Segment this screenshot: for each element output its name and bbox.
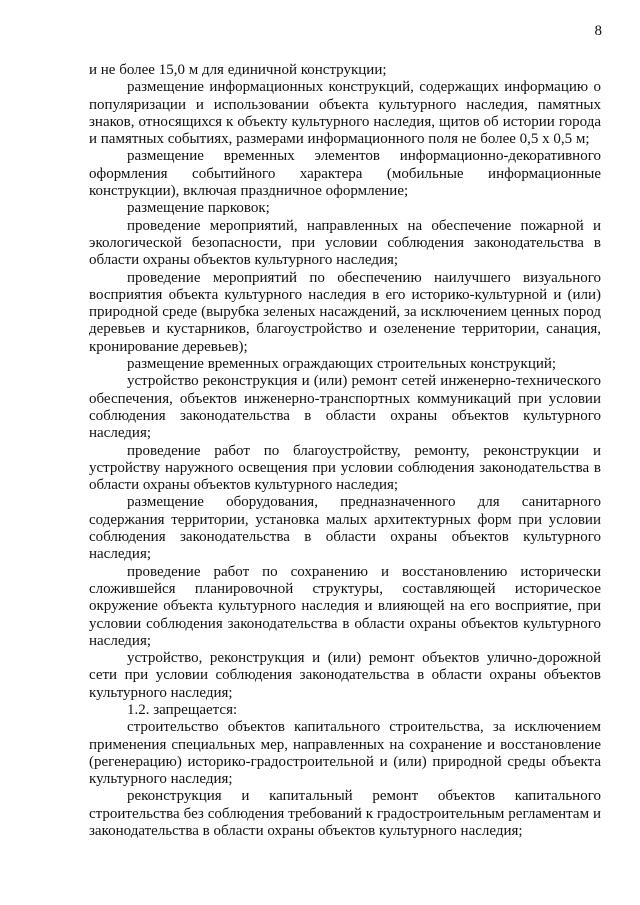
paragraph-capital-construction: строительство объектов капитального строительства, за исключением применения специальных мер, направленных на сохранение и восстановление (регенерацию) историко-градостроительной и (или) природной среды объекта культурного наследия; [89,719,601,788]
paragraph-parking: размещение парковок; [127,200,270,217]
paragraph-continuation: и не более 15,0 м для единичной конструкции; [89,62,387,78]
paragraph-engineering-networks: устройство реконструкция и (или) ремонт сетей инженерно-технического обеспечения, объектов инженерно-транспортных коммуникаций при условии соблюдения законодательства в области охраны объектов культурного наследия; [89,373,601,442]
paragraph-temporary-fencing: размещение временных ограждающих строительных конструкций; [127,356,557,373]
paragraph-info-constructions: размещение информационных конструкций, содержащих информацию о популяризации и использовании объекта культурного наследия, памятных знаков, относящихся к объекту культурного наследия, щитов об истории города и памятных событиях, размерами информационного поля не более 0,5 х 0,5 м; [89,79,601,148]
paragraph-sanitary-equipment: размещение оборудования, предназначенного для санитарного содержания территории, установка малых архитектурных форм при условии соблюдения законодательства в области охраны объектов культурного наследия; [89,494,601,563]
paragraph-visual-perception: проведение мероприятий по обеспечению наилучшего визуального восприятия объекта культурного наследия в его историко-культурной и (или) природной среде (вырубка зеленых насаждений, за исключением ценных пород деревьев и кустарников, благоустройство и озеленение территории, санация, кронирование деревьев); [89,269,601,355]
paragraph-landscaping-lighting: проведение работ по благоустройству, ремонту, реконструкции и устройству наружного освещения при условии соблюдения законодательства в области охраны объектов культурного наследия; [89,442,601,494]
paragraph-temporary-decor: размещение временных элементов информационно-декоративного оформления событийного характера (мобильные информационные конструкции), включая праздничное оформление; [89,148,601,200]
paragraph-road-network: устройство, реконструкция и (или) ремонт объектов улично-дорожной сети при условии соблюдения законодательства в области охраны объектов культурного наследия; [89,650,601,701]
paragraph-fire-safety: проведение мероприятий, направленных на обеспечение пожарной и экологической безопасности, при условии соблюдения законодательства в области охраны объектов культурного наследия; [89,217,601,269]
paragraph-reconstruction-repair: реконструкция и капитальный ремонт объектов капитального строительства без соблюдения требований к градостроительным регламентам и законодательства в области охраны объектов культурного наследия; [89,788,601,840]
section-heading-prohibited: 1.2. запрещается: [127,701,238,718]
paragraph-planning-structure: проведение работ по сохранению и восстановлению исторически сложившейся планировочной структуры, составляющей историческое окружение объекта культурного наследия и влияющей на его восприятие, при условии соблюдения законодательства в области охраны объектов культурного наследия; [89,563,601,649]
page-number: 8 [594,23,602,39]
document-body [89,62,601,840]
